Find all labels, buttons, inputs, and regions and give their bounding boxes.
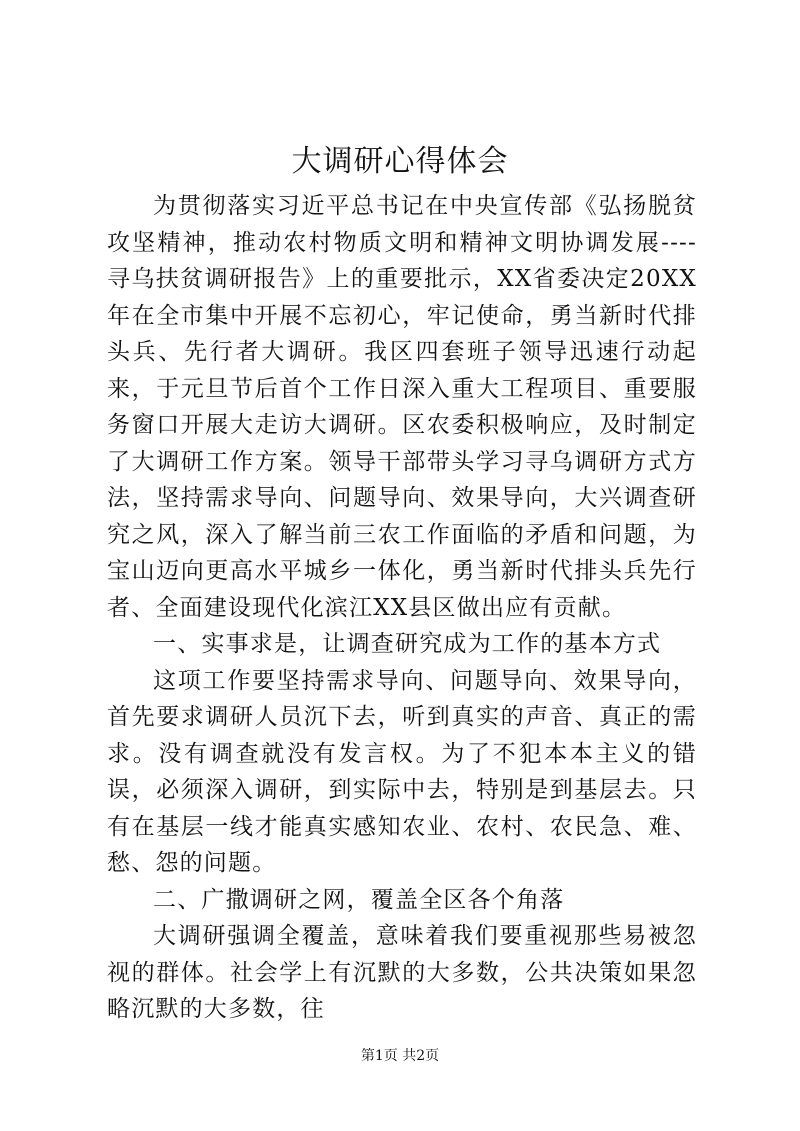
paragraph-intro: 为贯彻落实习近平总书记在中央宣传部《弘扬脱贫攻坚精神，推动农村物质文明和精神文明协调发展----寻乌扶贫调研报告》上的重要批示，XX省委决定20XX年在全市集中开展不忘初心，牢记使命，勇当新时代排头兵、先行者大调研。我区四套班子领导迅速行动起来，于元旦节后首个工作日深入重大工程项目、重要服务窗口开展大走访大调研。区农委积极响应，及时制定了大调研工作方案。领导干部带头学习寻乌调研方式方法，坚持需求导向、问题导向、效果导向，大兴调查研究之风，深入了解当前三农工作面临的矛盾和问题，为宝山迈向更高水平城乡一体化，勇当新时代排头兵先行者、全面建设现代化滨江XX县区做出应有贡献。	[107, 193, 697, 621]
document-title: 大调研心得体会	[291, 144, 509, 179]
paragraph-section-2: 大调研强调全覆盖，意味着我们要重视那些易被忽视的群体。社会学上有沉默的大多数，公共决策如果忽略沉默的大多数，往	[107, 923, 697, 1022]
section-heading-1: 一、实事求是，让调查研究成为工作的基本方式	[153, 631, 662, 657]
document-body	[107, 188, 697, 1028]
section-heading-2: 二、广撒调研之网，覆盖全区各个角落	[153, 886, 565, 913]
page-footer: 第1页 共2页	[360, 1048, 440, 1064]
paragraph-section-1: 这项工作要坚持需求导向、问题导向、效果导向，首先要求调研人员沉下去，听到真实的声音、真正的需求。没有调查就没有发言权。为了不犯本本主义的错误，必须深入调研，到实际中去，特别是到基层去。只有在基层一线才能真实感知农业、农村、农民急、难、愁、怨的问题。	[107, 667, 697, 876]
